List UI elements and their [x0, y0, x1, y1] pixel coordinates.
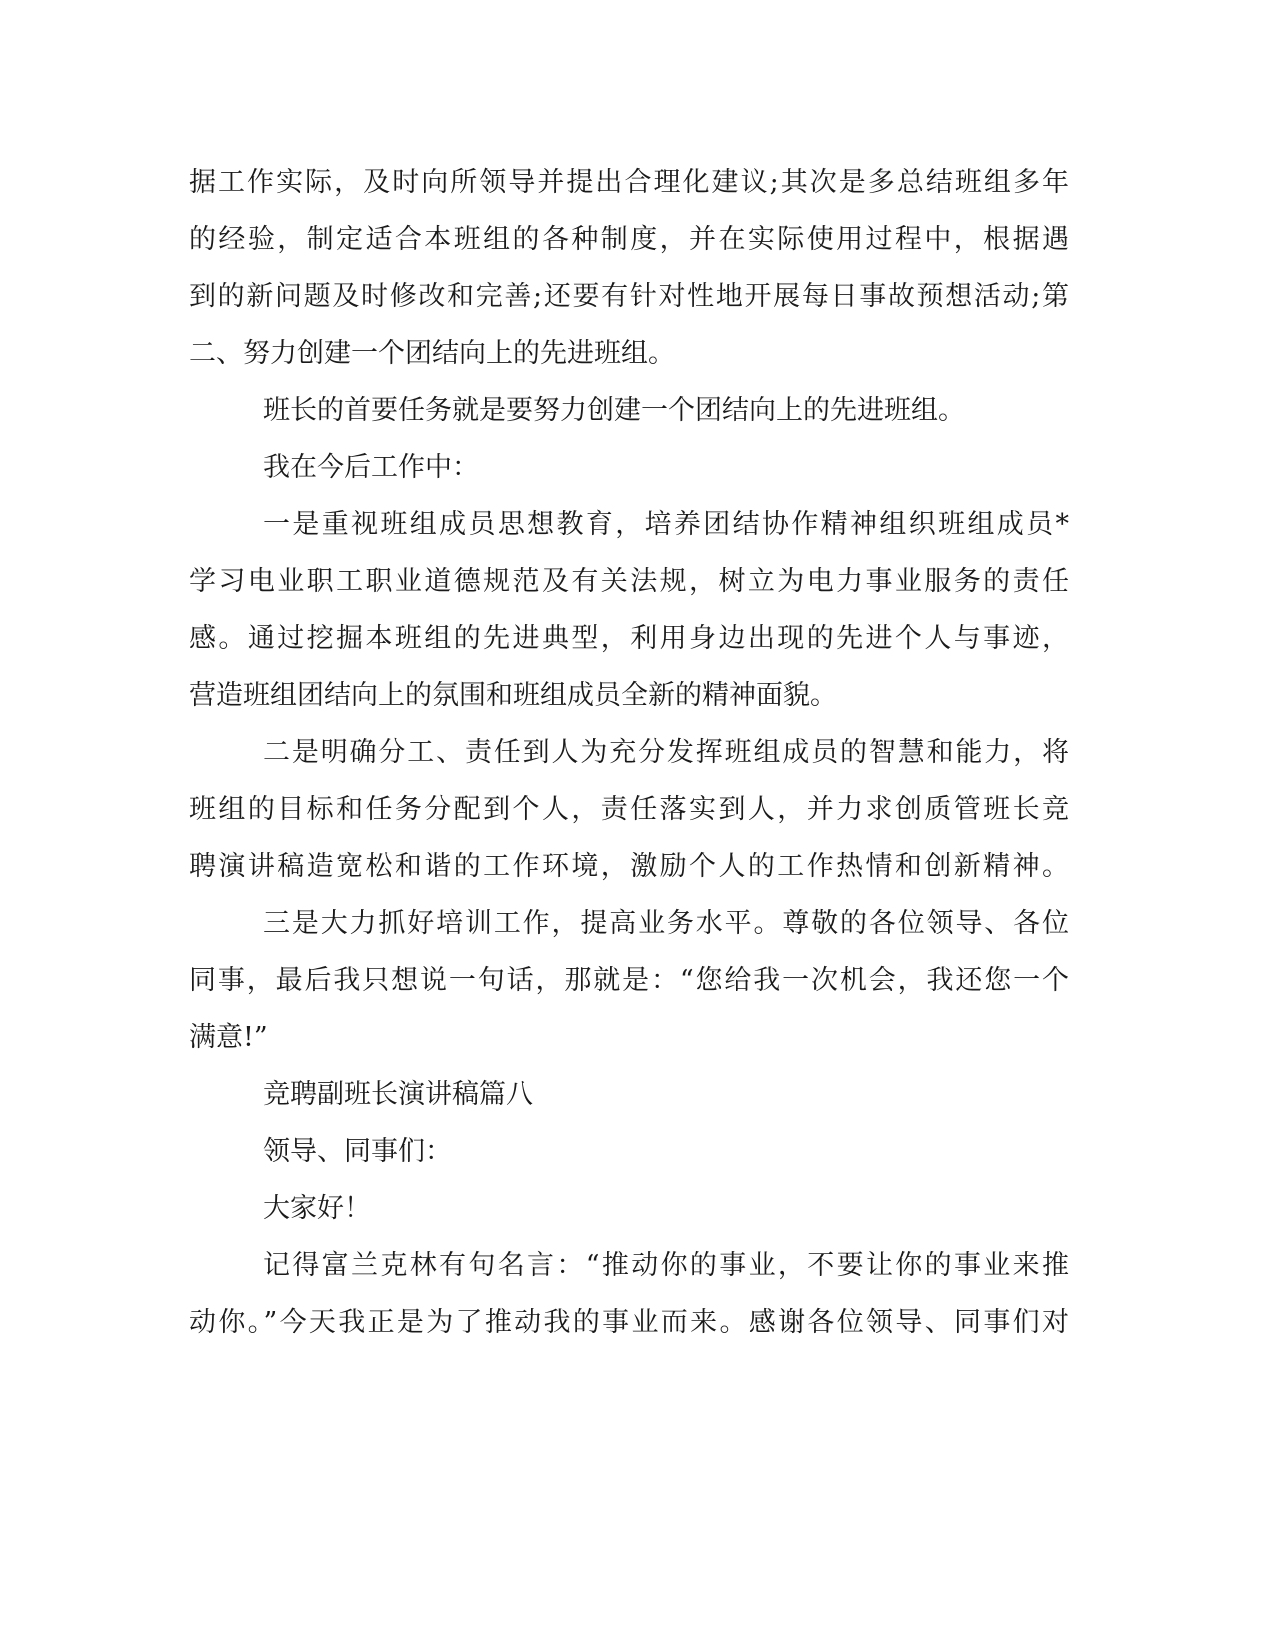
text-line: 三是大力抓好培训工作，提高业务水平。尊敬的各位领导、各位 — [263, 908, 1069, 939]
text-line: 班长的首要任务就是要努力创建一个团结向上的先进班组。 — [263, 395, 965, 426]
text-line: 领导、同事们： — [263, 1136, 452, 1167]
text-line: 聘演讲稿造宽松和谐的工作环境，激励个人的工作热情和创新精神。 — [189, 851, 1069, 882]
text-line: 据工作实际，及时向所领导并提出合理化建议;其次是多总结班组多年 — [189, 167, 1069, 198]
text-line: 班组的目标和任务分配到个人，责任落实到人，并力求创质管班长竞 — [189, 794, 1069, 825]
text-line: 感。通过挖掘本班组的先进典型，利用身边出现的先进个人与事迹， — [189, 623, 1069, 654]
text-line: 二是明确分工、责任到人为充分发挥班组成员的智慧和能力，将 — [263, 737, 1069, 768]
text-line: 大家好！ — [263, 1193, 371, 1224]
text-line: 记得富兰克林有句名言：“推动你的事业，不要让你的事业来推 — [263, 1250, 1069, 1281]
text-line: 营造班组团结向上的氛围和班组成员全新的精神面貌。 — [189, 680, 837, 711]
section-heading: 竞聘副班长演讲稿篇八 — [263, 1079, 533, 1110]
text-line: 满意!” — [189, 1022, 268, 1053]
text-line: 我在今后工作中： — [263, 452, 479, 483]
text-line: 学习电业职工职业道德规范及有关法规，树立为电力事业服务的责任 — [189, 566, 1069, 597]
text-line: 到的新问题及时修改和完善;还要有针对性地开展每日事故预想活动;第 — [189, 281, 1069, 312]
text-line: 动你。”今天我正是为了推动我的事业而来。感谢各位领导、同事们对 — [189, 1307, 1069, 1338]
text-line: 同事，最后我只想说一句话，那就是：“您给我一次机会，我还您一个 — [189, 965, 1069, 996]
text-line: 一是重视班组成员思想教育，培养团结协作精神组织班组成员* — [263, 509, 1069, 540]
text-line: 二、努力创建一个团结向上的先进班组。 — [189, 338, 675, 369]
text-line: 的经验，制定适合本班组的各种制度，并在实际使用过程中，根据遇 — [189, 224, 1069, 255]
